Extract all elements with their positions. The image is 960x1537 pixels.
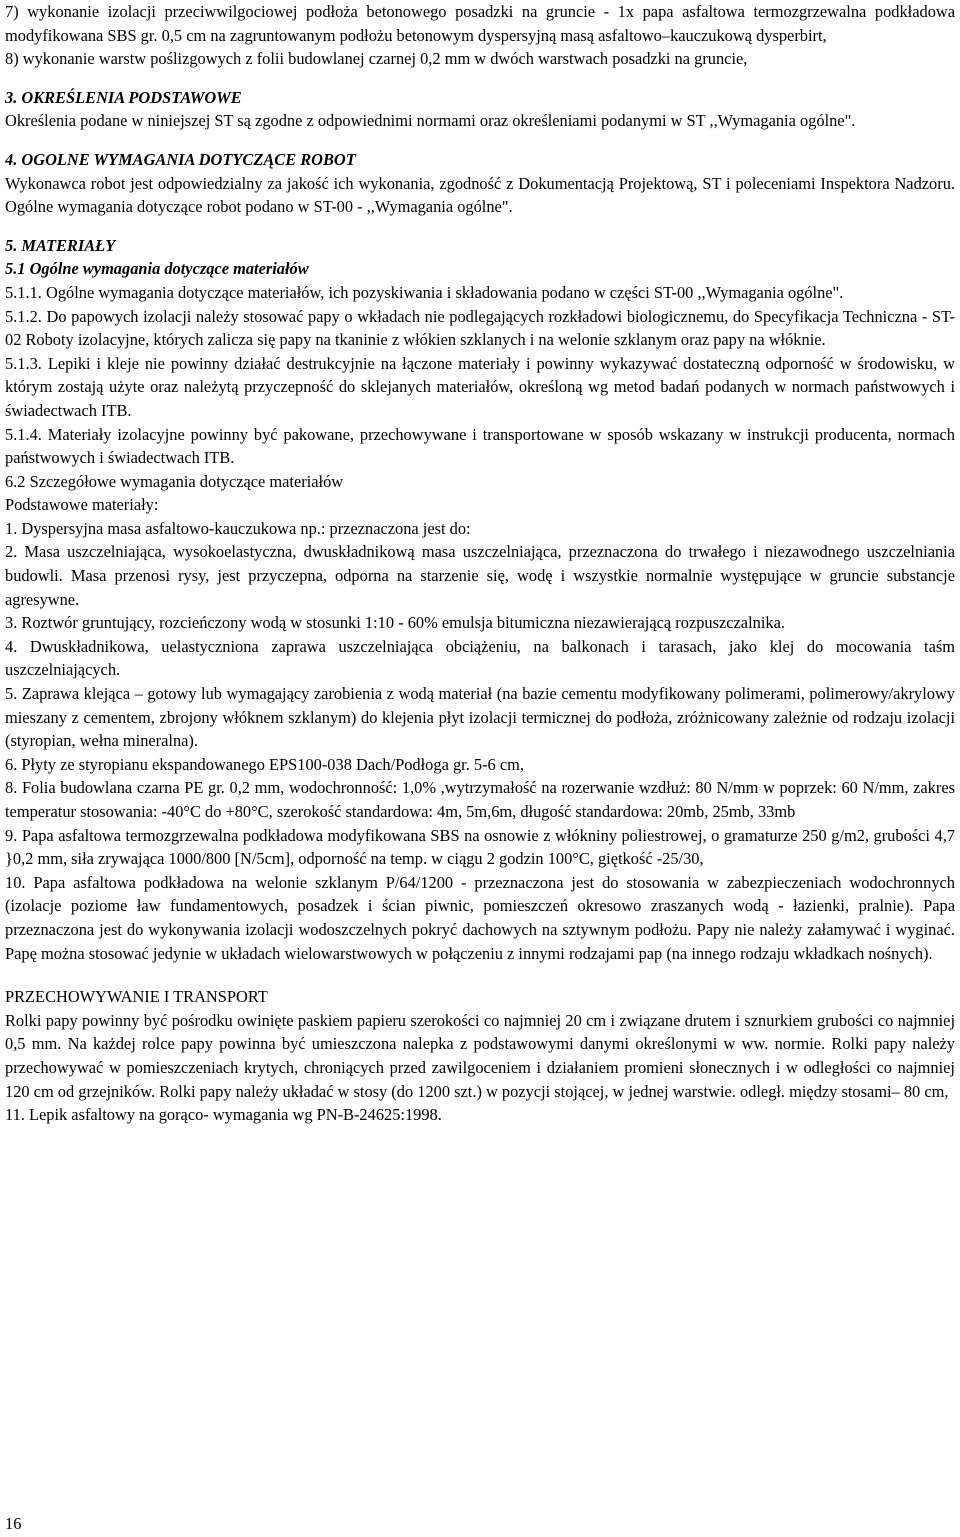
section-5-heading: 5. MATERIAŁY — [5, 235, 116, 255]
section-3-body: Określenia podane w niniejszej ST są zgodne z odpowiednimi normami oraz określeniami podanymi w ST ,,Wymagania ogólne". — [5, 111, 856, 131]
paragraph-6-2-heading: 6.2 Szczegółowe wymagania dotyczące materiałów — [5, 471, 344, 491]
page-number: 16 — [5, 1514, 22, 1533]
material-item-9: 9. Papa asfaltowa termozgrzewalna podkładowa modyfikowana SBS na osnowie z włókniny poliestrowej, o gramaturze 250 g/m2, grubości 4,7 }0,2 mm, siła zrywająca 1000/800 [N/5cm], odporność na temp. w ciągu 2 godzin 100°C, giętkość -25/30, — [5, 825, 955, 869]
paragraph-item-8: 8) wykonanie warstw poślizgowych z folii budowlanej czarnej 0,2 mm w dwóch warstwach posadzki na gruncie, — [5, 49, 748, 69]
paragraph-basic-materials: Podstawowe materiały: — [5, 495, 159, 515]
paragraph-5-1-4: 5.1.4. Materiały izolacyjne powinny być pakowane, przechowywane i transportowane w sposób wskazany w instrukcji producenta, normach państwowych i świadectwach ITB. — [5, 424, 955, 468]
storage-heading: PRZECHOWYWANIE I TRANSPORT — [5, 987, 268, 1007]
material-item-5: 5. Zaprawa klejąca – gotowy lub wymagający zarobienia z wodą materiał (na bazie cementu modyfikowany polimerami, polimerowy/akrylowy mieszany z cementem, zbrojony włóknem szklanym) do klejenia płyt izolacji termicznej do podłoża, zróżnicowany zależnie od rodzaju izolacji (styropian, wełna mineralna). — [5, 684, 955, 751]
material-item-1: 1. Dyspersyjna masa asfaltowo-kauczukowa np.: przeznaczona jest do: — [5, 518, 471, 538]
material-item-11: 11. Lepik asfaltowy na gorąco- wymagania wg PN-B-24625:1998. — [5, 1105, 442, 1125]
paragraph-5-1-3: 5.1.3. Lepiki i kleje nie powinny działać destrukcyjnie na łączone materiały i powinny wykazywać dostateczną odporność w środowisku, w którym zostają użyte oraz należytą przyczepność do sklejanych materiałów, określoną wg metod badań podanych w normach państwowych i świadectwach ITB. — [5, 353, 955, 420]
material-item-10: 10. Papa asfaltowa podkładowa na welonie szklanym P/64/1200 - przeznaczona jest do stosowania w zabezpieczeniach wodochronnych (izolacje poziome ław fundamentowych, posadzek i ścian piwnic, pomieszczeń okresowo zraszanych wodą - łazienki, pralnie). Papa przeznaczona jest do wykonywania izolacji wodoszczelnych pokryć dachowych na sztywnym podłożu. Papy nie należy załamywać i wyginać. Papę można stosować jedynie w układach wielowarstwowych w połączeniu z innymi rodzajami pap (na innego rodzaju wkładkach nośnych). — [5, 872, 955, 963]
material-item-3: 3. Roztwór gruntujący, rozcieńczony wodą w stosunki 1:10 - 60% emulsja bitumiczna niezawierającą rozpuszczalnika. — [5, 613, 785, 633]
storage-body: Rolki papy powinny być pośrodku owinięte paskiem papieru szerokości co najmniej 20 cm i związane drutem i sznurkiem grubości co najmniej 0,5 mm. Na każdej rolce papy powinna być umieszczona nalepka z podstawowymi danymi określonymi w ww. normie. Rolki papy należy przechowywać w pomieszczeniach krytych, chroniących przed zawilgoceniem i działaniem promieni słonecznych i w odległości co najmniej 120 cm od grzejników. Rolki papy należy układać w stosy (do 1200 szt.) w pozycji stojącej, w jednej warstwie. odległ. między stosami– 80 cm, — [5, 1010, 955, 1101]
material-item-6: 6. Płyty ze styropianu ekspandowanego EPS100-038 Dach/Podłoga gr. 5-6 cm, — [5, 754, 524, 774]
paragraph-5-1-2: 5.1.2. Do papowych izolacji należy stosować papy o wkładach nie podlegających rozkładowi biologicznemu, do Specyfikacja Techniczna - ST-02 Roboty izolacyjne, których zalicza się papy na tkaninie z włókien szklanych i na welonie szklanym oraz papy na włóknie. — [5, 306, 955, 350]
material-item-4: 4. Dwuskładnikowa, uelastyczniona zaprawa uszczelniająca obciążeniu, na balkonach i tarasach, jako klej do mocowania taśm uszczelniających. — [5, 636, 955, 680]
section-4-heading: 4. OGOLNE WYMAGANIA DOTYCZĄCE ROBOT — [5, 149, 356, 169]
material-item-2: 2. Masa uszczelniająca, wysokoelastyczna, dwuskładnikową masa uszczelniająca, przeznaczona do trwałego i niezawodnego uszczelniania budowli. Masa przenosi rysy, jest przyczepna, odporna na starzenie się, wodę i wszystkie normalnie występujące w gruncie substancje agresywne. — [5, 542, 955, 609]
paragraph-item-7: 7) wykonanie izolacji przeciwwilgociowej podłoża betonowego posadzki na gruncie - 1x papa asfaltowa termozgrzewalna podkładowa modyfikowana SBS gr. 0,5 cm na zagruntowanym podłożu betonowym dyspersyjną masą asfaltowo–kauczukową dysperbirt, — [5, 2, 955, 45]
material-item-8: 8. Folia budowlana czarna PE gr. 0,2 mm, wodochronność: 1,0% ,wytrzymałość na rozerwanie wzdłuż: 80 N/mm w poprzek: 60 N/mm, zakres temperatur stosowania: -40°C do +80°C, szerokość standardowa: 4m, 5m,6m, długość standardowa: 20mb, 25mb, 33mb — [5, 778, 955, 821]
section-3-heading: 3. OKREŚLENIA PODSTAWOWE — [5, 87, 242, 107]
document-page — [5, 0, 955, 1127]
section-5-1-subheading: 5.1 Ogólne wymagania dotyczące materiałów — [5, 259, 309, 279]
section-4-body: Wykonawca robot jest odpowiedzialny za jakość ich wykonania, zgodność z Dokumentacją Projektową, ST i poleceniami Inspektora Nadzoru. Ogólne wymagania dotyczące robot podano w ST-00 - ,,Wymagania ogólne". — [5, 173, 955, 217]
paragraph-5-1-1: 5.1.1. Ogólne wymagania dotyczące materiałów, ich pozyskiwania i składowania podano w części ST-00 ,,Wymagania ogólne". — [5, 282, 844, 302]
